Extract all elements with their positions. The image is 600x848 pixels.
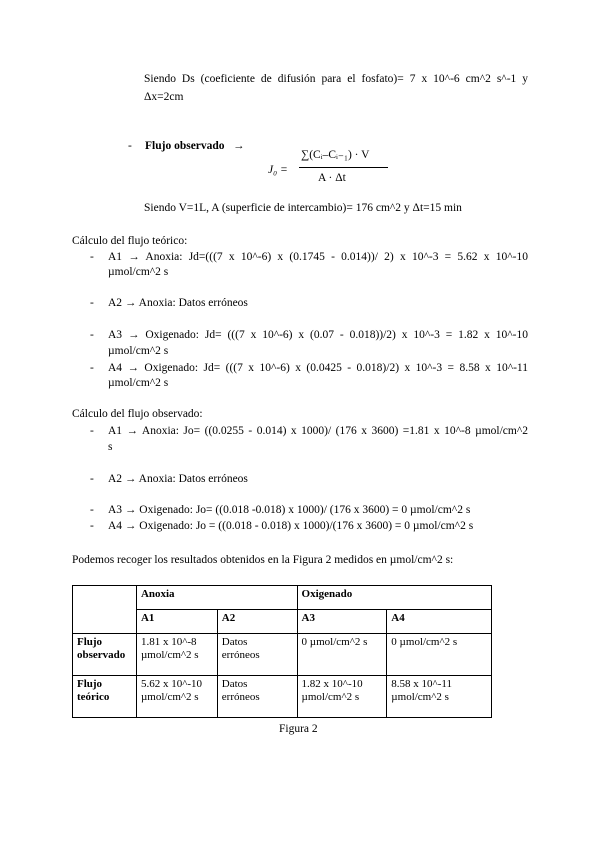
cell-theoretical-a1-unit: µmol/cm^2 s bbox=[140, 691, 199, 704]
volume-area-note: Siendo V=1L, A (superficie de intercambio)= 176 cm^2 y Δt=15 min bbox=[144, 202, 462, 214]
cell-theoretical-a3-unit: µmol/cm^2 s bbox=[301, 691, 360, 704]
figure-caption: Figura 2 bbox=[279, 723, 318, 735]
observed-a2-dash: - bbox=[90, 473, 94, 485]
cell-observed-a1-value: 1.81 x 10^-8 bbox=[140, 636, 197, 648]
results-table bbox=[72, 585, 492, 718]
observed-calc-title: Cálculo del flujo observado: bbox=[72, 408, 203, 420]
ds-definition-line1: Siendo Ds (coeficiente de difusión para el fosfato)= 7 x 10^-6 cm^2 s^-1 y bbox=[144, 73, 528, 85]
theoretical-a1-line1: A1 → Anoxia: Jd=(((7 x 10^-6) x (0.1745 - 0.014))/ 2) x 10^-3 = 5.62 x 10^-10 bbox=[108, 251, 528, 263]
cell-theoretical-a4 bbox=[387, 676, 492, 718]
theoretical-a3-line1: A3 → Oxigenado: Jd= (((7 x 10^-6) x (0.07 - 0.018))/2) x 10^-3 = 1.82 x 10^-10 bbox=[108, 329, 528, 341]
observed-a4-line1: A4 → Oxigenado: Jo = ((0.018 - 0.018) x 1000)/(176 x 3600) = 0 µmol/cm^2 s bbox=[108, 520, 474, 532]
observed-a2-line1: A2 → Anoxia: Datos erróneos bbox=[108, 473, 248, 485]
cell-theoretical-a4-unit: µmol/cm^2 s bbox=[391, 691, 449, 704]
theoretical-a3-line2: µmol/cm^2 s bbox=[108, 345, 169, 357]
formula-denominator: A · Δt bbox=[318, 172, 346, 184]
table-row-observed bbox=[73, 634, 492, 676]
formula-fraction-bar bbox=[299, 167, 388, 168]
observed-a4-dash: - bbox=[90, 520, 94, 532]
theoretical-a4-line2: µmol/cm^2 s bbox=[108, 377, 169, 389]
observed-a1-line1: A1 → Anoxia: Jo= ((0.0255 - 0.014) x 1000)/ (176 x 3600) =1.81 x 10^-8 µmol/cm^2 bbox=[108, 425, 528, 437]
cell-theoretical-a1 bbox=[136, 676, 217, 718]
table-header-a3: A3 bbox=[297, 610, 387, 634]
theoretical-a1-line2: µmol/cm^2 s bbox=[108, 266, 169, 278]
theoretical-a4-dash: - bbox=[90, 362, 94, 374]
table-group-header-row bbox=[73, 586, 492, 610]
ds-definition-line2: Δx=2cm bbox=[144, 91, 184, 103]
cell-theoretical-a3 bbox=[297, 676, 387, 718]
observed-a1-dash: - bbox=[90, 425, 94, 437]
cell-observed-a2-line1: Datos bbox=[221, 636, 248, 648]
table-header-oxigenado: Oxigenado bbox=[297, 586, 491, 610]
cell-theoretical-a3-value: 1.82 x 10^-10 bbox=[301, 678, 363, 690]
theoretical-a2-line1: A2 → Anoxia: Datos erróneos bbox=[108, 297, 248, 309]
observed-a3-line1: A3 → Oxigenado: Jo= ((0.018 -0.018) x 1000)/ (176 x 3600) = 0 µmol/cm^2 s bbox=[108, 504, 471, 516]
observed-a1-line2: s bbox=[108, 441, 113, 453]
formula-lhs: J₀ = bbox=[268, 164, 288, 176]
formula-numerator: ∑(Cᵢ–Cᵢ₋₁) · V bbox=[301, 149, 370, 161]
row-label-theoretical bbox=[73, 676, 137, 718]
cell-theoretical-a4-value: 8.58 x 10^-11 bbox=[391, 678, 452, 690]
cell-observed-a1-unit: µmol/cm^2 s bbox=[140, 649, 199, 662]
observed-flux-arrow: → bbox=[233, 140, 245, 152]
row-label-observed-line2: observado bbox=[77, 649, 126, 662]
table-header-a2: A2 bbox=[217, 610, 297, 634]
row-label-theoretical-line2: teórico bbox=[77, 691, 110, 704]
table-row-theoretical bbox=[73, 676, 492, 718]
row-label-observed-line1: Flujo bbox=[77, 636, 103, 648]
theoretical-a4-line1: A4 → Oxigenado: Jd= (((7 x 10^-6) x (0.0425 - 0.018)/2) x 10^-3 = 8.58 x 10^-11 bbox=[108, 362, 528, 374]
cell-theoretical-a1-value: 5.62 x 10^-10 bbox=[140, 678, 203, 690]
observed-a3-dash: - bbox=[90, 504, 94, 516]
cell-observed-a4: 0 µmol/cm^2 s bbox=[387, 634, 492, 676]
theoretical-a2-dash: - bbox=[90, 297, 94, 309]
cell-theoretical-a2 bbox=[217, 676, 297, 718]
cell-observed-a2 bbox=[217, 634, 297, 676]
table-corner-cell bbox=[73, 586, 137, 634]
observed-flux-dash: - bbox=[128, 140, 132, 152]
row-label-theoretical-line1: Flujo bbox=[77, 678, 103, 690]
results-summary: Podemos recoger los resultados obtenidos en la Figura 2 medidos en µmol/cm^2 s: bbox=[72, 554, 454, 566]
observed-flux-heading: Flujo observado bbox=[145, 140, 225, 152]
table-header-anoxia: Anoxia bbox=[136, 586, 297, 610]
cell-theoretical-a2-line1: Datos bbox=[221, 678, 248, 690]
table-header-a1: A1 bbox=[136, 610, 217, 634]
theoretical-a3-dash: - bbox=[90, 329, 94, 341]
cell-observed-a2-line2: erróneos bbox=[221, 649, 260, 662]
row-label-observed bbox=[73, 634, 137, 676]
theoretical-calc-title: Cálculo del flujo teórico: bbox=[72, 235, 188, 247]
cell-observed-a1 bbox=[136, 634, 217, 676]
cell-observed-a3: 0 µmol/cm^2 s bbox=[297, 634, 387, 676]
observed-flux-formula bbox=[268, 148, 388, 188]
table-header-a4: A4 bbox=[387, 610, 492, 634]
cell-theoretical-a2-line2: erróneos bbox=[221, 691, 260, 704]
theoretical-a1-dash: - bbox=[90, 251, 94, 263]
